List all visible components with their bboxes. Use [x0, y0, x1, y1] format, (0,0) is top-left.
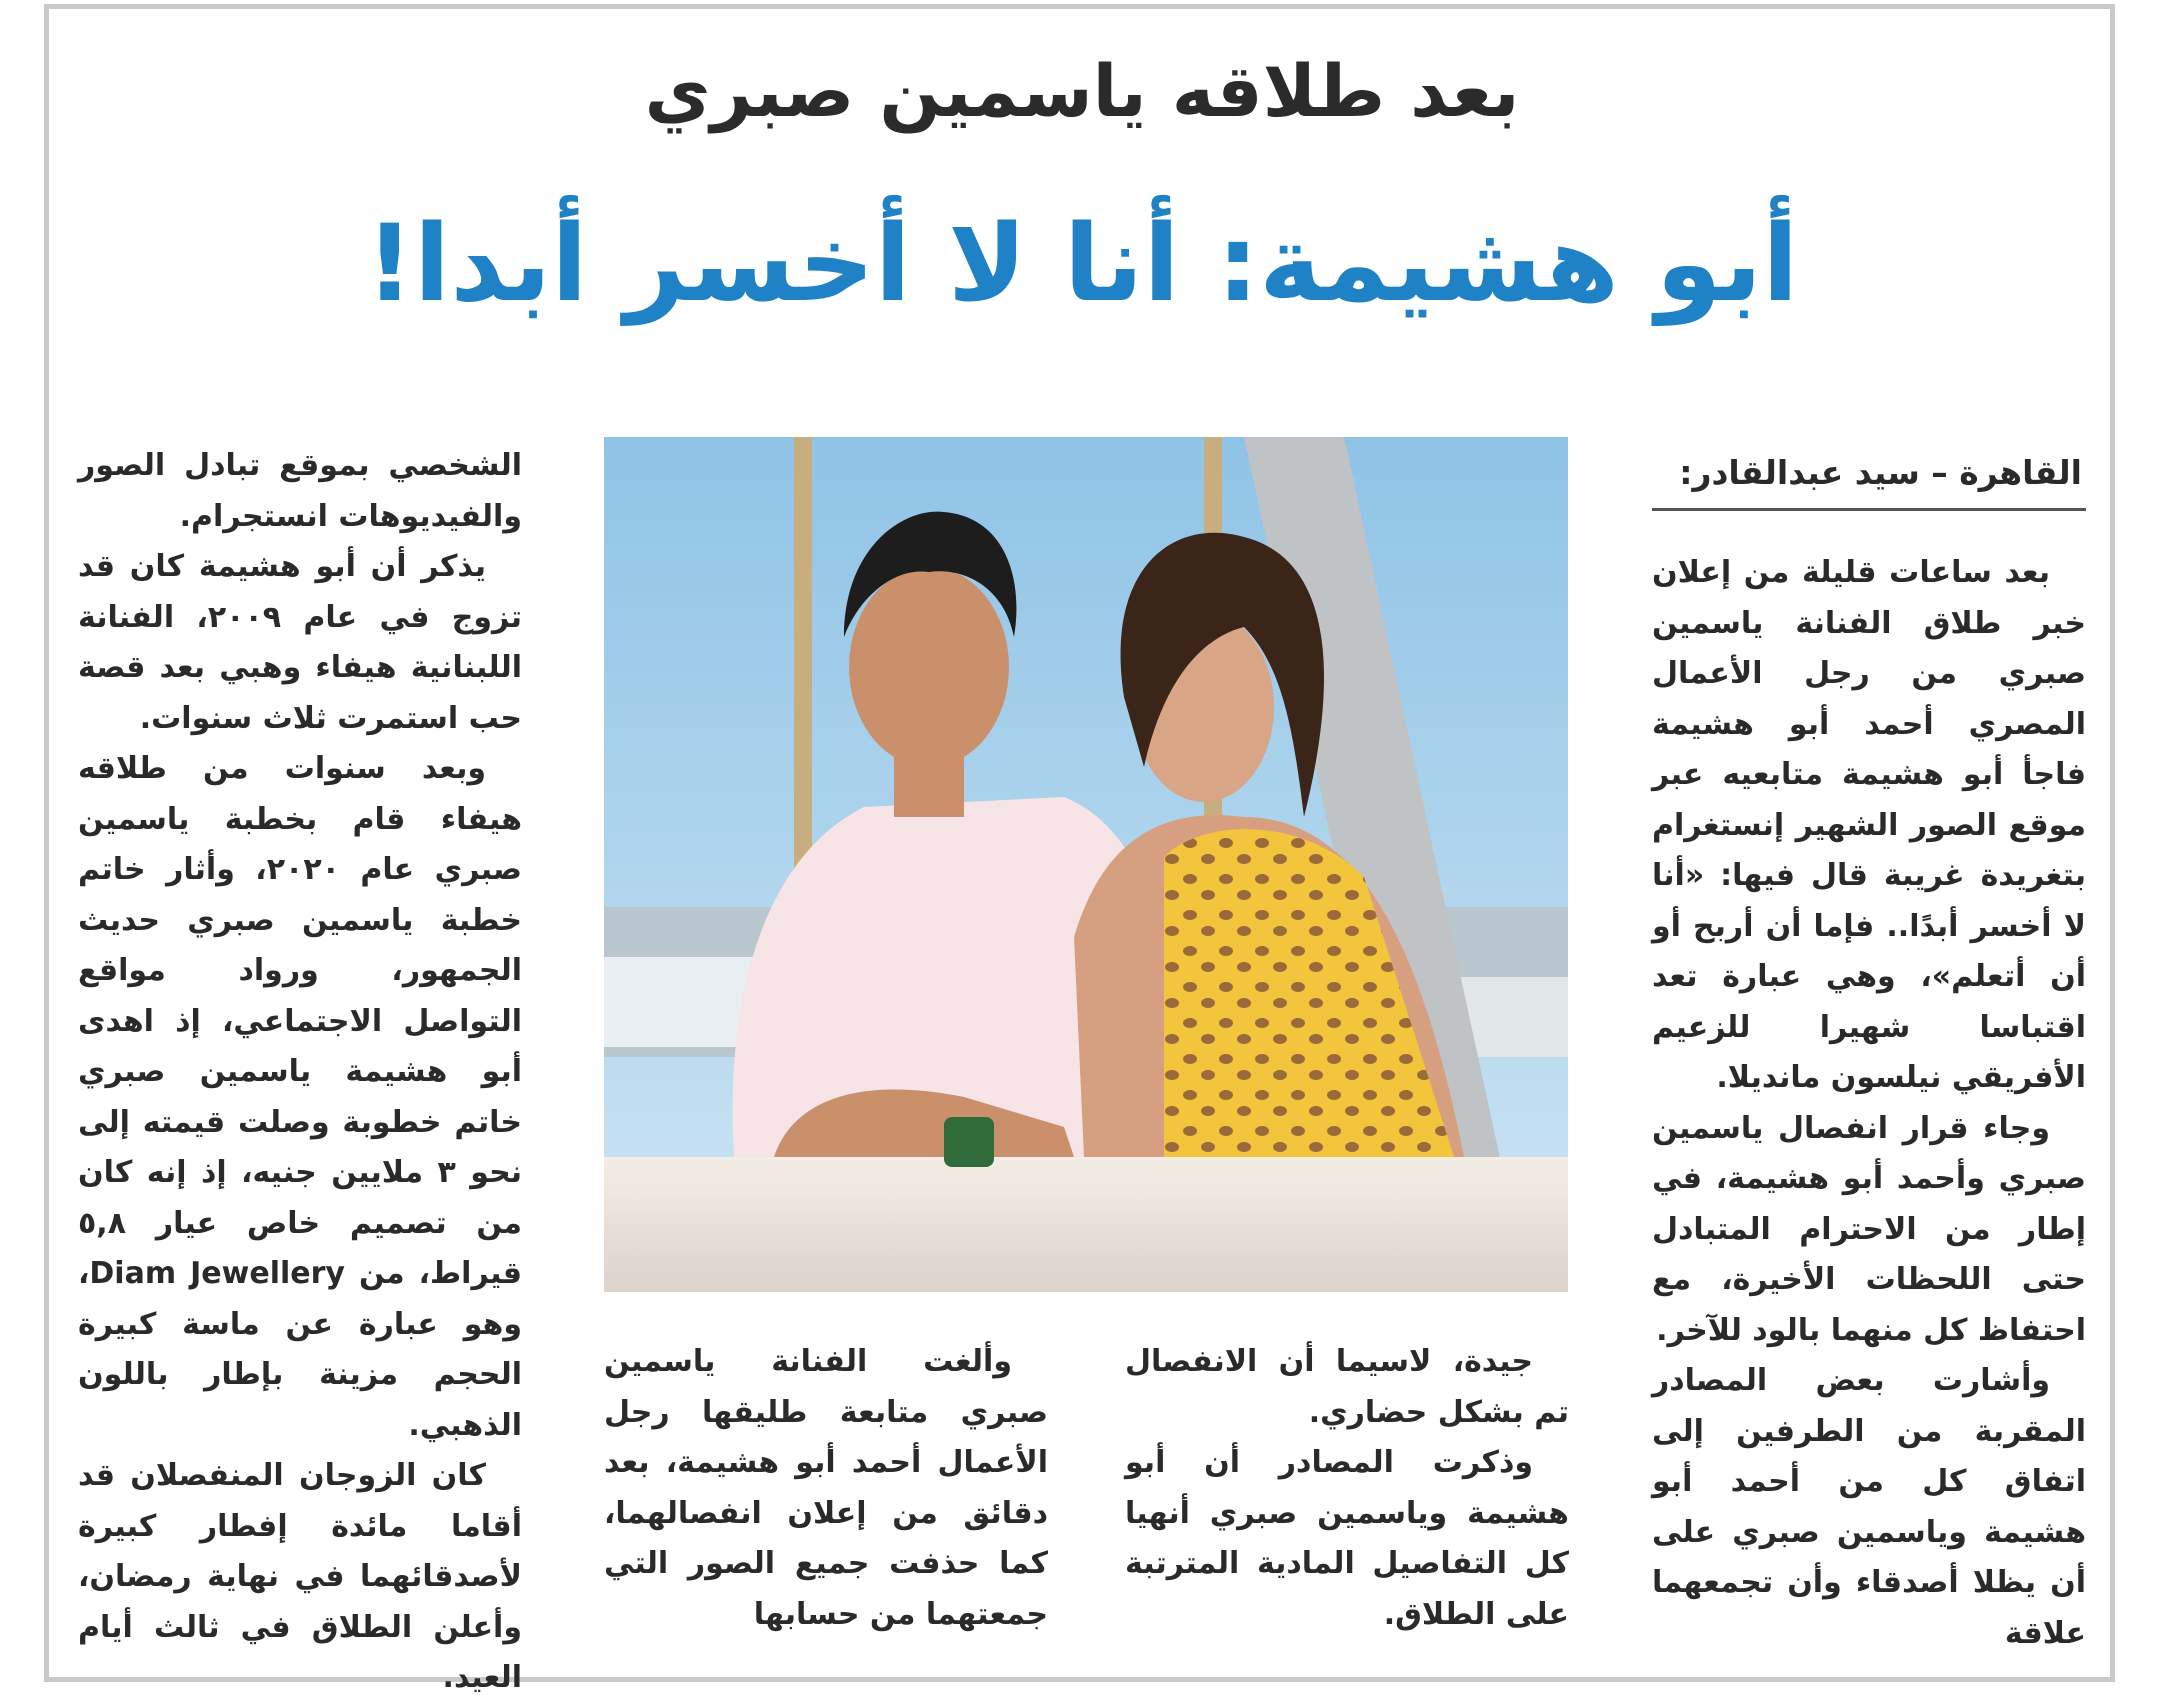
paragraph: وبعد سنوات من طلاقه هيفاء قام بخطبة ياسمين صبري عام ٢٠٢٠، وأثار خاتم خطبة ياسمين صبري حديث الجمهور، ورواد مواقع التواصل الاجتماعي، إذ اهدى أبو هشيمة ياسمين صبري خاتم خطوبة وصلت قيمته إلى نحو ٣ ملايين جنيه، إذ إنه كان من تصميم خاص عيار ٥,٨ قيراط، من Diam Jewellery، وهو عبارة عن ماسة كبيرة الحجم مزينة بإطار باللون الذهبي. — [78, 751, 523, 1443]
paragraph: يذكر أن أبو هشيمة كان قد تزوج في عام ٢٠٠٩، الفنانة اللبنانية هيفاء وهبي بعد قصة حب استمرت ثلاث سنوات. — [78, 549, 522, 736]
paragraph: وجاء قرار انفصال ياسمين صبري وأحمد أبو هشيمة، في إطار من الاحترام المتبادل حتى اللحظات الأخيرة، مع احتفاظ كل منهما بالود للآخر. — [1652, 1110, 2086, 1348]
kicker-title: بعد طلاقه ياسمين صبري — [644, 49, 1520, 133]
column-center-left — [604, 1337, 1048, 1640]
photo-illustration — [604, 437, 1568, 1292]
article-photo — [604, 437, 1568, 1292]
paragraph: جيدة، لاسيما أن الانفصال تم بشكل حضاري. — [1125, 1344, 1569, 1430]
column-right — [1652, 548, 2086, 1659]
headline: أبو هشيمة: أنا لا أخسر أبدا! — [365, 202, 1799, 325]
paragraph: بعد ساعات قليلة من إعلان خبر طلاق الفنانة ياسمين صبري من رجل الأعمال المصري أحمد أبو هشيمة فاجأ أبو هشيمة متابعيه عبر موقع الصور الشهير إنستغرام بتغريدة غريبة قال فيها: «أنا لا أخسر أبدًا.. فإما أن أربح أو أن أتعلم»، وهي عبارة تعد اقتباسا شهيرا للزعيم الأفريقي نيلسون مانديلا. — [1652, 555, 2086, 1095]
paragraph: كان الزوجان المنفصلان قد أقاما مائدة إفطار كبيرة لأصدقائهما في نهاية رمضان، وأعلن الطلاق في ثالث أيام العيد. — [78, 1458, 522, 1695]
byline-rule — [1652, 508, 2086, 511]
byline: القاهرة – سيد عبدالقادر: — [1679, 453, 2082, 492]
paragraph: الشخصي بموقع تبادل الصور والفيديوهات انستجرام. — [78, 448, 522, 534]
column-left — [78, 441, 522, 1704]
column-center-right — [1125, 1337, 1569, 1640]
paragraph: وذكرت المصادر أن أبو هشيمة وياسمين صبري أنهيا كل التفاصيل المادية المترتبة على الطلاق. — [1125, 1445, 1569, 1632]
paragraph: وألغت الفنانة ياسمين صبري متابعة طليقها رجل الأعمال أحمد أبو هشيمة، بعد دقائق من إعلان انفصالهما، كما حذفت جميع الصور التي جمعتهما من حسابها — [604, 1344, 1048, 1632]
paragraph: وأشارت بعض المصادر المقربة من الطرفين إلى اتفاق كل من أحمد أبو هشيمة وياسمين صبري على أن يظلا أصدقاء وأن تجمعهما علاقة — [1652, 1363, 2086, 1651]
